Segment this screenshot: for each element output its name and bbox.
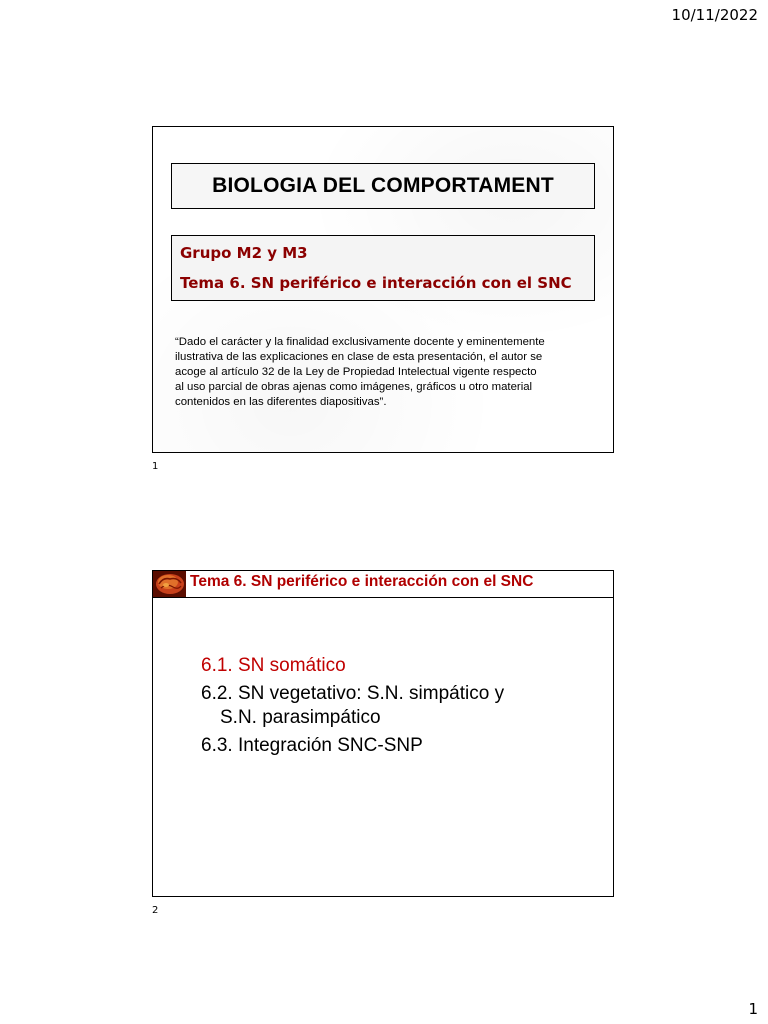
disclaimer-line: ilustrativa de las explicaciones en clase de esta presentación, el autor se [175,351,543,363]
title-box [171,163,595,209]
slide-1 [152,126,614,453]
subtitle-box [171,235,595,301]
topic-label: Tema 6. SN periférico e interacción con el SNC [180,274,572,292]
copyright-disclaimer [175,335,595,410]
group-label: Grupo M2 y M3 [180,244,308,262]
slide-header [153,571,613,598]
toc-item-6-2 [201,682,601,730]
slide-title: BIOLOGIA DEL COMPORTAMENT [212,174,554,197]
toc-item-label-continued: S.N. parasimpático [220,707,381,728]
brain-icon [153,571,186,597]
page-date: 10/11/2022 [671,6,758,24]
toc-item-label: 6.1. SN somático [201,655,346,676]
table-of-contents [201,654,601,762]
slide-number-1: 1 [152,461,159,472]
toc-item-label: 6.2. SN vegetativo: S.N. simpático y [201,683,505,704]
toc-item-6-1 [201,654,601,678]
disclaimer-line: contenidos en las diferentes diapositivas”. [175,396,387,408]
toc-item-label: 6.3. Integración SNC-SNP [201,735,423,756]
disclaimer-line: al uso parcial de obras ajenas como imágenes, gráficos u otro material [175,381,533,393]
disclaimer-line: acoge al artículo 32 de la Ley de Propiedad Intelectual vigente respecto [175,366,537,378]
toc-item-6-3 [201,734,601,758]
page-number: 1 [748,1000,758,1018]
slide-header-title: Tema 6. SN periférico e interacción con el SNC [190,573,534,590]
slide-2 [152,570,614,897]
slide-number-2: 2 [152,905,159,916]
disclaimer-line: “Dado el carácter y la finalidad exclusivamente docente y eminentemente [175,336,545,348]
